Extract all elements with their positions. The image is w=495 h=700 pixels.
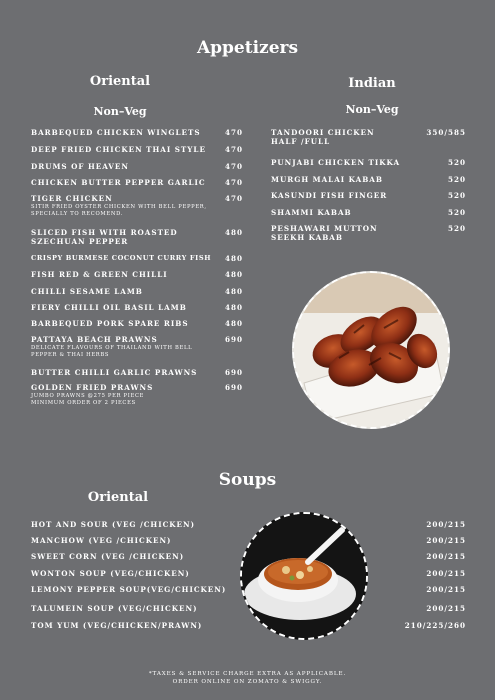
menu-item: [31, 569, 190, 578]
soup-bowl-image: [240, 512, 368, 640]
chicken-wings-image: [292, 271, 450, 429]
item-price: 520: [447, 208, 466, 217]
item-price: 200/215: [426, 604, 466, 613]
menu-item: [31, 145, 206, 154]
menu-item: [31, 254, 211, 263]
item-name: PESHAWARI MUTTON: [271, 224, 378, 233]
item-price: 470: [224, 145, 243, 154]
appetizers-indian-title: Indian: [348, 76, 396, 91]
item-price: 520: [447, 175, 466, 184]
item-description: SITIR FRIED OYSTER CHICKEN WITH BELL PEPPER, SPECIALLY TO RECOMEND.: [31, 204, 207, 217]
menu-item: [31, 270, 168, 279]
menu-item: [31, 178, 206, 187]
menu-item: [271, 191, 387, 200]
item-price: 350/585: [426, 128, 466, 137]
item-price: 200/215: [426, 520, 466, 529]
footer-note: [0, 670, 495, 686]
item-name: HOT AND SOUR (VEG /CHICKEN): [31, 520, 195, 529]
item-price: 210/225/260: [404, 621, 466, 630]
menu-item: [31, 162, 129, 171]
menu-item: [271, 224, 378, 242]
item-price: 480: [224, 270, 243, 279]
soups-oriental-title: Oriental: [87, 490, 149, 505]
item-name: KASUNDI FISH FINGER: [271, 191, 388, 200]
item-name: FISH RED & GREEN CHILLI: [31, 270, 168, 279]
item-price: 480: [224, 303, 243, 312]
item-name: MANCHOW (VEG /CHICKEN): [31, 536, 172, 545]
item-price: 690: [224, 383, 243, 392]
item-price: 480: [224, 254, 243, 263]
item-description: DELICATE FLAVOURS OF THAILAND WITH BELL PEPPER & THAI HERBS: [31, 345, 193, 358]
item-name: WONTON SOUP (VEG/CHICKEN): [31, 569, 190, 578]
menu-item: [31, 536, 171, 545]
footer-line-1: *TAXES & SERVICE CHARGE EXTRA AS APPLICABLE.: [148, 671, 347, 677]
item-price: 470: [224, 178, 243, 187]
item-name: LEMONY PEPPER SOUP(VEG/CHICKEN): [31, 585, 227, 594]
appetizers-indian-subtitle: Non–Veg: [345, 103, 399, 116]
item-name: DEEP FRIED CHICKEN THAI STYLE: [31, 145, 206, 154]
item-name: MURGH MALAI KABAB: [271, 175, 383, 184]
menu-item: [31, 228, 178, 246]
item-name: GOLDEN FRIED PRAWNS: [31, 383, 154, 392]
item-name-line2: SEEKH KABAB: [271, 233, 343, 242]
item-price: 470: [224, 194, 243, 203]
menu-item: [31, 383, 171, 406]
menu-item: [31, 303, 187, 312]
item-price: 200/215: [426, 552, 466, 561]
menu-item: [271, 128, 375, 146]
menu-item: [31, 621, 202, 630]
footer-line-2: ORDER ONLINE ON ZOMATO & SWIGGY.: [172, 679, 323, 685]
item-name: FIERY CHILLI OIL BASIL LAMB: [31, 303, 187, 312]
item-name: CHICKEN BUTTER PEPPER GARLIC: [31, 178, 206, 187]
menu-item: [271, 208, 352, 217]
item-price: 480: [224, 228, 243, 237]
item-name: SHAMMI KABAB: [271, 208, 352, 217]
item-price: 690: [224, 335, 243, 344]
appetizers-title: Appetizers: [196, 38, 299, 58]
item-name: TOM YUM (VEG/CHICKEN/PRAWN): [31, 621, 203, 630]
item-name: TANDOORI CHICKEN: [271, 128, 375, 137]
item-name: BARBEQUED PORK SPARE RIBS: [31, 319, 189, 328]
item-price: 690: [224, 368, 243, 377]
item-price: 480: [224, 287, 243, 296]
menu-item: [31, 368, 197, 377]
item-price: 200/215: [426, 569, 466, 578]
item-price: 520: [447, 191, 466, 200]
item-name-line2: SZECHUAN PEPPER: [31, 237, 129, 246]
menu-item: [31, 335, 216, 358]
appetizers-oriental-title: Oriental: [89, 74, 151, 89]
menu-item: [31, 520, 195, 529]
soup-bowl-icon: [242, 514, 366, 638]
item-price: 470: [224, 162, 243, 171]
item-name: BUTTER CHILLI GARLIC PRAWNS: [31, 368, 198, 377]
menu-item: [31, 552, 184, 561]
item-name: SWEET CORN (VEG /CHICKEN): [31, 552, 185, 561]
item-price: 480: [224, 319, 243, 328]
item-name: PATTAYA BEACH PRAWNS: [31, 335, 158, 344]
item-price: 200/215: [426, 536, 466, 545]
menu-item: [271, 175, 383, 184]
item-name: CHILLI SESAME LAMB: [31, 287, 143, 296]
item-name: SLICED FISH WITH ROASTED: [31, 228, 178, 237]
chicken-wings-icon: [294, 273, 448, 427]
menu-item: [31, 287, 143, 296]
menu-item: [31, 128, 201, 137]
menu-item: [31, 585, 226, 594]
menu-item: [31, 194, 221, 217]
item-name: CRISPY BURMESE COCONUT CURRY FISH: [31, 254, 212, 262]
soups-title: Soups: [218, 470, 277, 490]
menu-item: [31, 604, 197, 613]
item-price: 470: [224, 128, 243, 137]
menu-item: [271, 158, 400, 167]
item-name: TIGER CHICKEN: [31, 194, 113, 203]
item-name-line2: HALF /FULL: [271, 137, 331, 146]
item-name: DRUMS OF HEAVEN: [31, 162, 129, 171]
appetizers-oriental-subtitle: Non–Veg: [93, 105, 147, 118]
item-price: 200/215: [426, 585, 466, 594]
item-description: JUMBO PRAWNS @275 PER PIECE MINIMUM ORDER OF 2 PIECES: [31, 393, 145, 406]
menu-item: [31, 319, 189, 328]
item-price: 520: [447, 158, 466, 167]
item-name: TALUMEIN SOUP (VEG/CHICKEN): [31, 604, 198, 613]
item-name: BARBEQUED CHICKEN WINGLETS: [31, 128, 201, 137]
item-name: PUNJABI CHICKEN TIKKA: [271, 158, 401, 167]
item-price: 520: [447, 224, 466, 233]
